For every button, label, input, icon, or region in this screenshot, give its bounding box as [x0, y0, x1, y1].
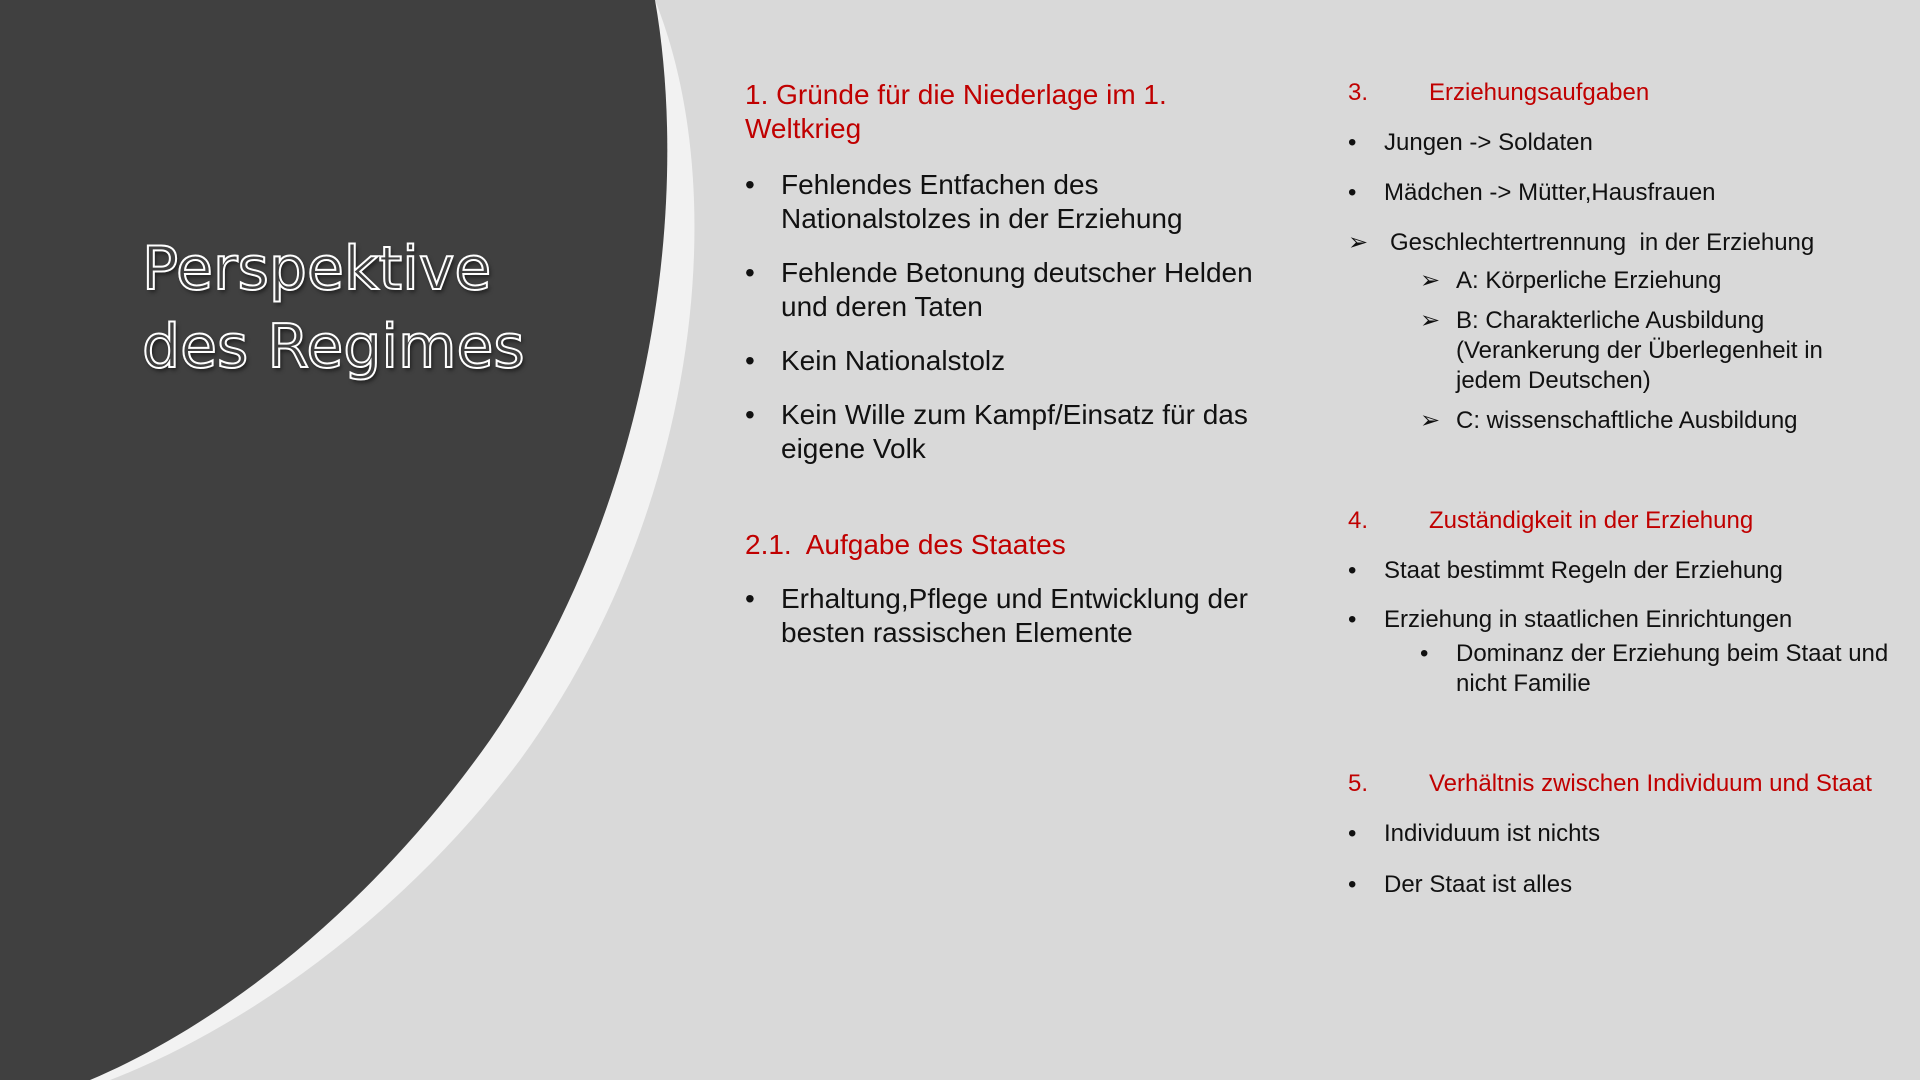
- list-item: [745, 256, 1285, 324]
- list-item-text: Geschlechtertrennung in der Erziehung: [1390, 229, 1815, 256]
- bullet-marker: •: [1348, 606, 1357, 633]
- section3-heading: [1348, 78, 1893, 108]
- list-item-text: A: Körperliche Erziehung: [1456, 267, 1722, 294]
- section4-heading: [1348, 506, 1893, 536]
- right-content-column: [1348, 78, 1893, 921]
- list-item: [745, 168, 1285, 236]
- section1-list: [745, 168, 1285, 466]
- section3-list: [1348, 128, 1893, 436]
- list-item-text: Kein Nationalstolz: [781, 345, 1006, 376]
- section4-number: 4.: [1348, 507, 1369, 534]
- list-item-text: Mädchen -> Mütter,Hausfrauen: [1384, 179, 1716, 206]
- arrow-marker-icon: ➢: [1420, 407, 1441, 434]
- section2-list: [745, 582, 1285, 650]
- bullet-marker: •: [745, 169, 755, 200]
- list-item: [1348, 870, 1893, 900]
- section3-title: Erziehungsaufgaben: [1429, 79, 1650, 106]
- arrow-marker-icon: ➢: [1420, 307, 1441, 334]
- list-item-text: Erziehung in staatlichen Einrichtungen: [1384, 606, 1793, 633]
- bullet-marker: •: [745, 257, 755, 288]
- list-item: [745, 344, 1285, 378]
- section3-number: 3.: [1348, 79, 1369, 106]
- bullet-marker: •: [745, 583, 755, 614]
- section5-heading: [1348, 769, 1893, 799]
- section5-title: Verhältnis zwischen Individuum und Staat: [1429, 770, 1872, 797]
- list-item: [745, 582, 1285, 650]
- list-item: [1348, 178, 1893, 208]
- bullet-marker: •: [745, 399, 755, 430]
- list-item-text: Individuum ist nichts: [1384, 820, 1601, 847]
- sub-list-item: [1348, 639, 1893, 699]
- left-content-column: [745, 78, 1285, 650]
- arrow-marker-icon: ➢: [1348, 229, 1369, 256]
- sub-list-item: [1348, 266, 1893, 296]
- bullet-marker: •: [1348, 820, 1357, 847]
- section5-number: 5.: [1348, 770, 1369, 797]
- list-item: [1348, 556, 1893, 586]
- bullet-marker: •: [1348, 557, 1357, 584]
- list-item-text: B: Charakterliche Ausbildung (Verankerung der Überlegenheit in jedem Deutschen): [1456, 307, 1823, 394]
- title-line-2: des Regimes: [142, 312, 525, 382]
- section5-list: [1348, 819, 1893, 900]
- sub-list-item: [1348, 306, 1893, 396]
- bullet-marker: •: [1348, 871, 1357, 898]
- list-item: [1348, 605, 1893, 635]
- title-line-1: Perspektive: [142, 234, 492, 304]
- arrow-marker-icon: ➢: [1420, 267, 1441, 294]
- list-item-text: Dominanz der Erziehung beim Staat und nicht Familie: [1456, 640, 1889, 697]
- list-item-text: Fehlendes Entfachen des Nationalstolzes in der Erziehung: [781, 169, 1183, 234]
- list-item-text: Staat bestimmt Regeln der Erziehung: [1384, 557, 1783, 584]
- list-item-text: Erhaltung,Pflege und Entwicklung der besten rassischen Elemente: [781, 583, 1248, 648]
- section1-heading: 1. Gründe für die Niederlage im 1. Weltkrieg: [745, 79, 1167, 144]
- section4-list: [1348, 556, 1893, 699]
- list-item: [745, 398, 1285, 466]
- bullet-marker: •: [745, 345, 755, 376]
- list-item: [1348, 819, 1893, 849]
- arrow-list-item: [1348, 228, 1893, 258]
- list-item-text: Der Staat ist alles: [1384, 871, 1573, 898]
- list-item-text: C: wissenschaftliche Ausbildung: [1456, 407, 1798, 434]
- list-item: [1348, 128, 1893, 158]
- slide-title: [142, 230, 525, 386]
- list-item-text: Fehlende Betonung deutscher Helden und deren Taten: [781, 257, 1253, 322]
- list-item-text: Kein Wille zum Kampf/Einsatz für das eigene Volk: [781, 399, 1248, 464]
- section2-heading: 2.1. Aufgabe des Staates: [745, 529, 1066, 560]
- section4-title: Zuständigkeit in der Erziehung: [1429, 507, 1754, 534]
- sub-list-item: [1348, 406, 1893, 436]
- list-item-text: Jungen -> Soldaten: [1384, 129, 1593, 156]
- bullet-marker: •: [1420, 640, 1429, 667]
- bullet-marker: •: [1348, 129, 1357, 156]
- bullet-marker: •: [1348, 179, 1357, 206]
